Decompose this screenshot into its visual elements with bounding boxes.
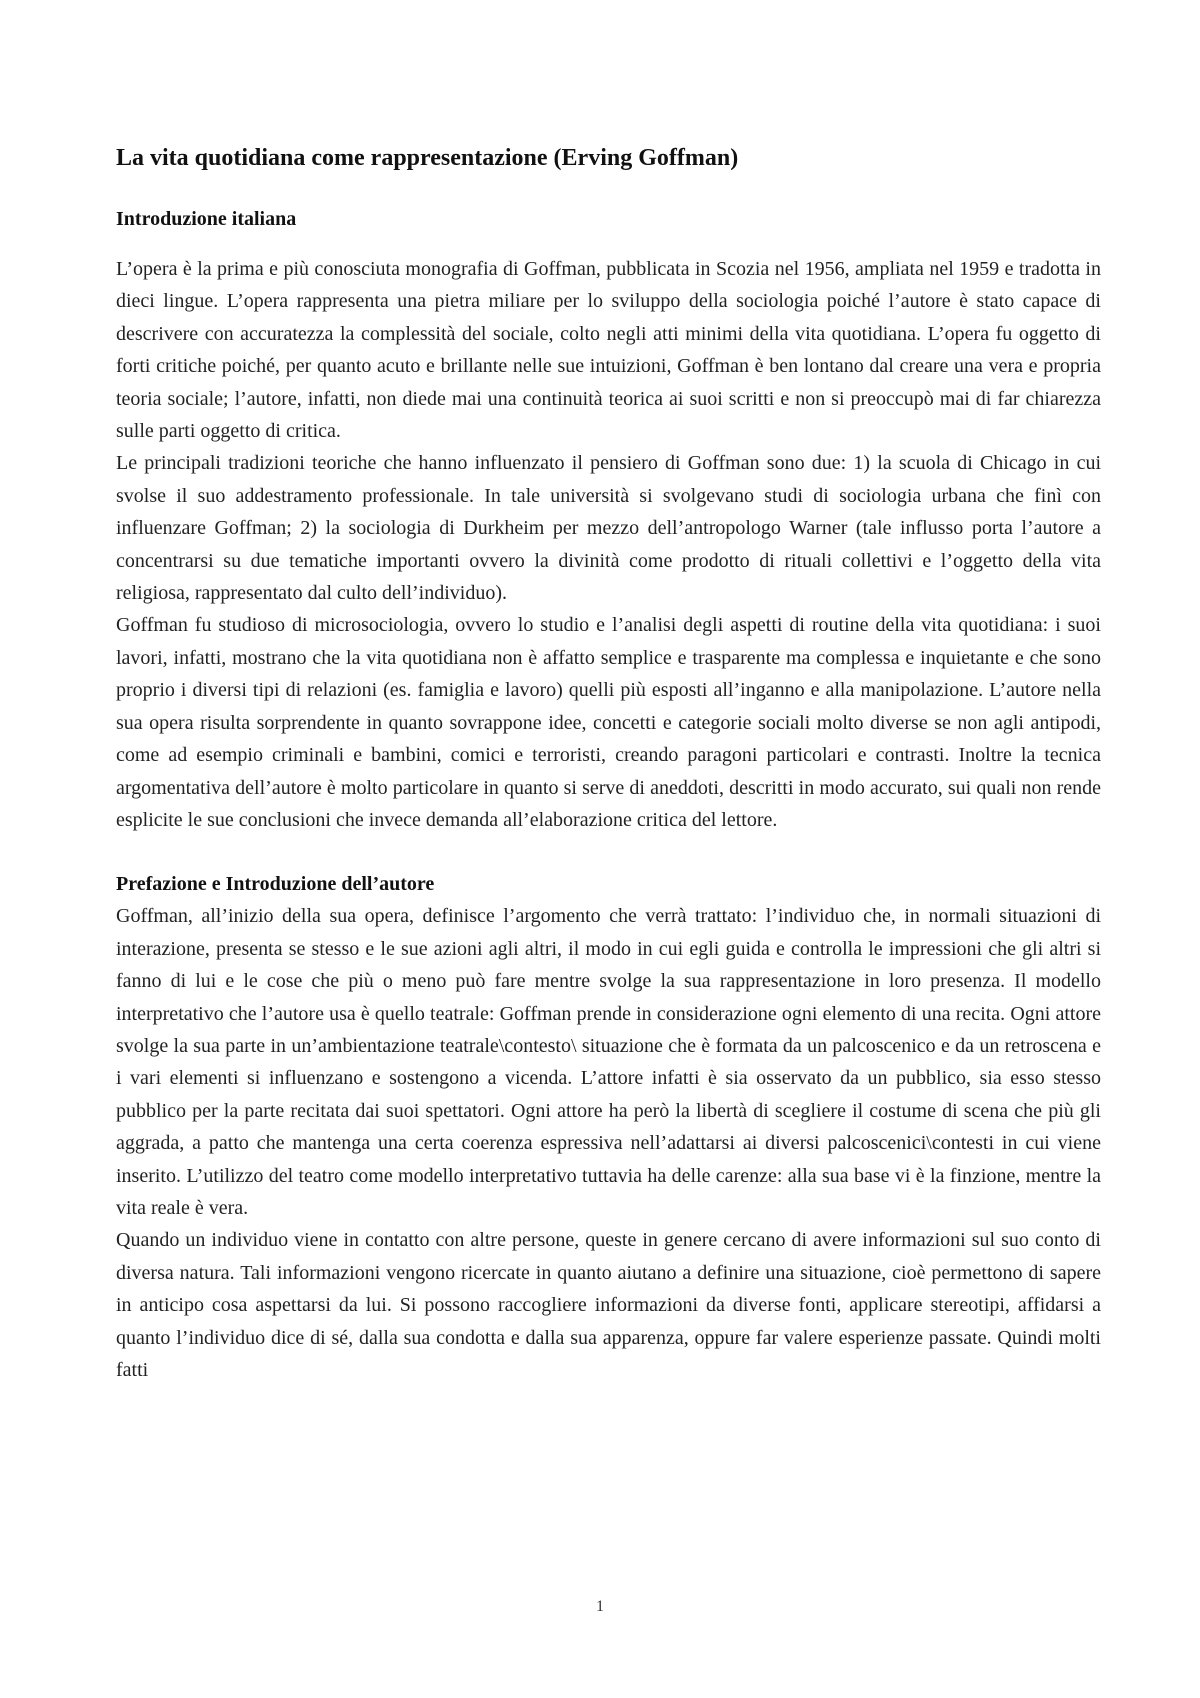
document-title: La vita quotidiana come rappresentazione (Erving Goffman) <box>116 145 739 171</box>
section-heading-introduzione-italiana: Introduzione italiana <box>116 208 297 230</box>
paragraph: Quando un individuo viene in contatto con altre persone, queste in genere cercano di avere informazioni sul suo conto di diversa natura. Tali informazioni vengono ricercate in quanto aiutano a definire una situazione, cioè permettono di sapere in anticipo cosa aspettarsi da lui. Si possono raccogliere informazioni da diverse fonti, applicare stereotipi, affidarsi a quanto l’individuo dice di sé, dalla sua condotta e dalla sua apparenza, oppure far valere esperienze passate. Quindi molti fatti <box>116 1229 1101 1381</box>
page-content <box>116 140 1101 1386</box>
paragraph: L’opera è la prima e più conosciuta monografia di Goffman, pubblicata in Scozia nel 1956, ampliata nel 1959 e tradotta in dieci lingue. L’opera rappresenta una pietra miliare per lo sviluppo della sociologia poiché l’autore è stato capace di descrivere con accuratezza la complessità del sociale, colto negli atti minimi della vita quotidiana. L’opera fu oggetto di forti critiche poiché, per quanto acuto e brillante nelle sue intuizioni, Goffman è ben lontano dal creare una vera e propria teoria sociale; l’autore, infatti, non diede mai una continuità teorica ai suoi scritti e non si preoccupò mai di far chiarezza sulle parti oggetto di critica. <box>116 258 1101 443</box>
paragraph: Le principali tradizioni teoriche che hanno influenzato il pensiero di Goffman sono due: 1) la scuola di Chicago in cui svolse il suo addestramento professionale. In tale università si svolgevano studi di sociologia urbana che finì con influenzare Goffman; 2) la sociologia di Durkheim per mezzo dell’antropologo Warner (tale influsso porta l’autore a concentrarsi su due tematiche importanti ovvero la divinità come prodotto di rituali collettivi e l’oggetto della vita religiosa, rappresentato dal culto dell’individuo). <box>116 452 1101 605</box>
page-number: 1 <box>596 1598 604 1615</box>
section-heading-prefazione: Prefazione e Introduzione dell’autore <box>116 873 435 896</box>
paragraph: Goffman, all’inizio della sua opera, definisce l’argomento che verrà trattato: l’individuo che, in normali situazioni di interazione, presenta se stesso e le sue azioni agli altri, il modo in cui egli guida e controlla le impressioni che gli altri si fanno di lui e le cose che più o meno può fare mentre svolge la sua rappresentazione in loro presenza. Il modello interpretativo che l’autore usa è quello teatrale: Goffman prende in considerazione ogni elemento di una recita. Ogni attore svolge la sua parte in un’ambientazione teatrale\contesto\ situazione che è formata da un palcoscenico e da un retroscena e i vari elementi si influenzano e sostengono a vicenda. L’attore infatti è sia osservato da un pubblico, sia esso stesso pubblico per la parte recitata dai suoi spettatori. Ogni attore ha però la libertà di scegliere il costume di scena che più gli aggrada, a patto che mantenga una certa coerenza espressiva nell’adattarsi ai diversi palcoscenici\contesti in cui viene inserito. L’utilizzo del teatro come modello interpretativo tuttavia ha delle carenze: alla sua base vi è la finzione, mentre la vita reale è vera. <box>116 905 1101 1219</box>
section-spacer <box>116 836 1101 868</box>
paragraph: Goffman fu studioso di microsociologia, ovvero lo studio e l’analisi degli aspetti di routine della vita quotidiana: i suoi lavori, infatti, mostrano che la vita quotidiana non è affatto semplice e trasparente ma complessa e inquietante e che sono proprio i diversi tipi di relazioni (es. famiglia e lavoro) quelli più esposti all’inganno e alla manipolazione. L’autore nella sua opera risulta sorprendente in quanto sovrappone idee, concetti e categorie sociali molto diverse se non agli antipodi, come ad esempio criminali e bambini, comici e terroristi, creando paragoni particolari e contrasti. Inoltre la tecnica argomentativa dell’autore è molto particolare in quanto si serve di aneddoti, descritti in modo accurato, sui quali non rende esplicite le sue conclusioni che invece demanda all’elaborazione critica del lettore. <box>116 614 1101 831</box>
